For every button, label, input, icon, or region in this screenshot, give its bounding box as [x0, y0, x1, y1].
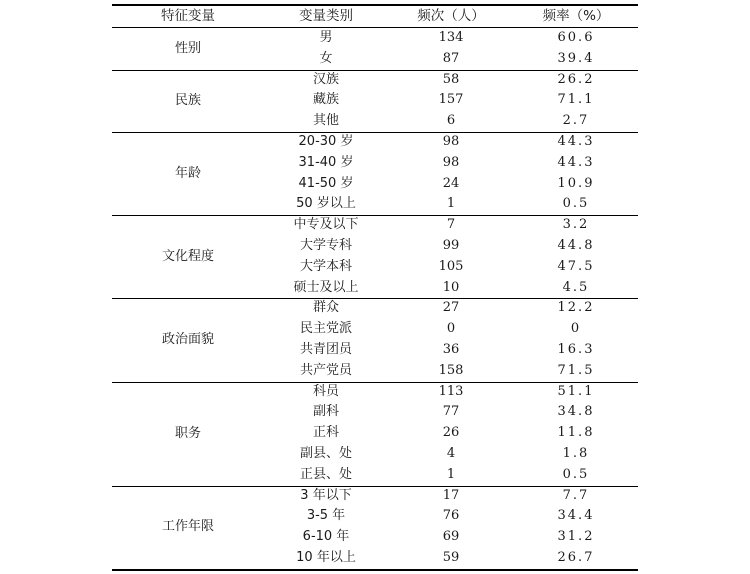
category-cell: 41-50 岁: [298, 175, 354, 191]
count-cell: 1: [446, 466, 456, 482]
count-cell: 98: [442, 154, 460, 170]
percent-cell: 0: [570, 321, 582, 337]
percent-cell: 31.2: [557, 529, 595, 545]
group-label: 政治面貌: [161, 332, 214, 347]
percent-cell: 44.8: [557, 238, 595, 253]
category-cell: 民主党派: [299, 321, 352, 337]
category-cell: 其他: [312, 113, 339, 129]
group-label: 年龄: [174, 165, 201, 181]
count-cell: 76: [442, 508, 460, 524]
header-variable: 特征变量: [161, 8, 215, 24]
category-cell: 藏族: [312, 92, 339, 108]
category-cell: 6-10 年: [302, 529, 350, 545]
count-cell: 158: [438, 362, 464, 378]
count-cell: 69: [442, 529, 460, 545]
count-cell: 27: [442, 300, 460, 316]
count-cell: 105: [438, 258, 464, 274]
percent-cell: 0.5: [562, 196, 590, 212]
count-cell: 87: [442, 50, 460, 66]
category-cell: 正县、处: [299, 466, 352, 482]
category-cell: 副科: [312, 404, 339, 420]
category-cell: 共青团员: [299, 342, 352, 357]
category-cell: 科员: [312, 383, 339, 399]
group-label: 文化程度: [161, 248, 214, 264]
percent-cell: 34.4: [557, 508, 595, 524]
percent-cell: 60.6: [557, 30, 595, 45]
category-cell: 大学本科: [299, 258, 352, 274]
percent-cell: 11.8: [557, 425, 595, 441]
count-cell: 113: [438, 383, 464, 399]
count-cell: 24: [442, 175, 460, 191]
category-cell: 10 年以上: [296, 550, 356, 565]
count-cell: 26: [442, 425, 460, 441]
count-cell: 6: [446, 113, 456, 129]
category-cell: 3 年以下: [300, 487, 352, 503]
count-cell: 17: [442, 487, 460, 503]
percent-cell: 12.2: [557, 300, 595, 316]
category-cell: 女: [319, 50, 333, 66]
percent-cell: 39.4: [557, 50, 595, 66]
percent-cell: 2.7: [562, 113, 590, 129]
category-cell: 正科: [312, 425, 339, 441]
count-cell: 0: [446, 321, 456, 337]
count-cell: 36: [442, 342, 460, 357]
bottom-rule: [112, 569, 638, 571]
category-cell: 群众: [312, 300, 339, 316]
percent-cell: 7.7: [562, 487, 590, 503]
percent-cell: 26.7: [557, 550, 595, 565]
header-percent: 频率（%）: [542, 8, 610, 24]
percent-cell: 16.3: [557, 342, 595, 357]
count-cell: 59: [442, 550, 460, 565]
percent-cell: 26.2: [557, 71, 595, 87]
count-cell: 58: [442, 71, 460, 87]
percent-cell: 34.8: [557, 404, 595, 420]
category-cell: 20-30 岁: [298, 134, 354, 149]
percent-cell: 44.3: [557, 154, 595, 170]
count-cell: 157: [438, 92, 464, 108]
category-cell: 硕士及以上: [293, 279, 359, 295]
percent-cell: 4.5: [562, 279, 590, 295]
group-label: 职务: [174, 425, 201, 441]
category-cell: 3-5 年: [306, 508, 346, 524]
percent-cell: 44.3: [557, 134, 595, 149]
count-cell: 134: [438, 30, 464, 45]
count-cell: 4: [446, 446, 456, 461]
header-category: 变量类别: [299, 8, 353, 24]
category-cell: 共产党员: [299, 362, 352, 378]
category-cell: 副县、处: [299, 446, 352, 461]
group-label: 工作年限: [161, 519, 214, 535]
percent-cell: 71.5: [557, 362, 595, 378]
percent-cell: 3.2: [562, 217, 590, 233]
group-label: 性别: [174, 40, 201, 56]
category-cell: 50 岁以上: [296, 196, 356, 212]
count-cell: 7: [446, 217, 456, 233]
count-cell: 99: [442, 238, 460, 253]
percent-cell: 10.9: [557, 175, 595, 191]
category-cell: 中专及以下: [293, 217, 359, 233]
category-cell: 男: [319, 30, 333, 45]
count-cell: 1: [446, 196, 456, 212]
percent-cell: 51.1: [557, 383, 595, 399]
count-cell: 98: [442, 134, 460, 149]
header-count: 频次（人）: [417, 8, 485, 24]
count-cell: 77: [442, 404, 460, 420]
percent-cell: 1.8: [562, 446, 590, 461]
category-cell: 31-40 岁: [298, 154, 354, 170]
count-cell: 10: [442, 279, 460, 295]
percent-cell: 0.5: [562, 466, 590, 482]
category-cell: 大学专科: [299, 238, 352, 253]
percent-cell: 71.1: [557, 92, 595, 108]
group-label: 民族: [174, 92, 201, 108]
percent-cell: 47.5: [557, 258, 595, 274]
category-cell: 汉族: [312, 71, 339, 87]
